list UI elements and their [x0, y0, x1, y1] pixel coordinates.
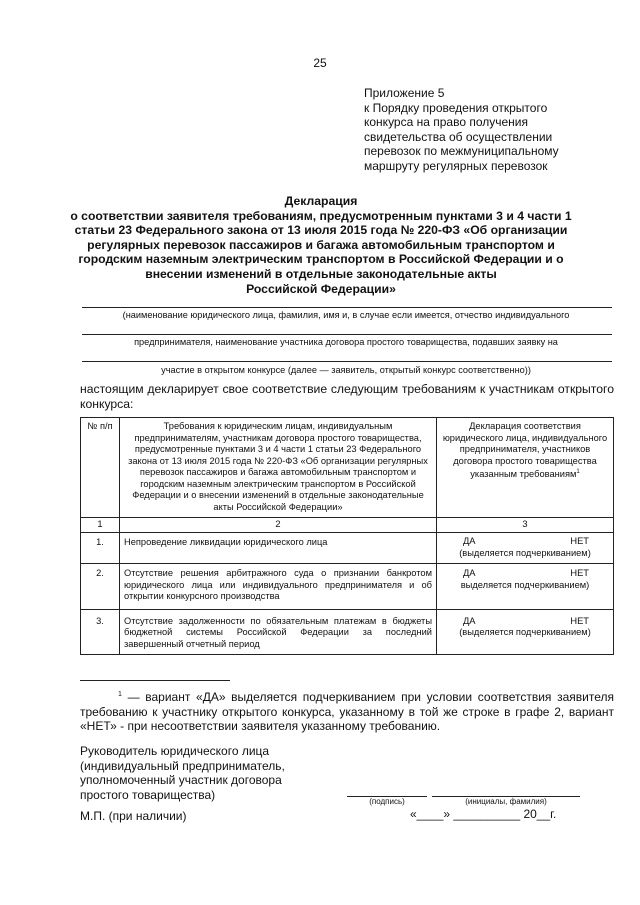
row-number: 1. [81, 533, 120, 564]
signer-line: простого товарищества) [80, 787, 216, 802]
field-caption: предпринимателя, наименование участника договора простого товарищества, подавших заявку на [134, 337, 558, 347]
appendix-line: маршруту регулярных перевозок [364, 158, 548, 173]
signer-line: (индивидуальный предприниматель, [80, 758, 285, 773]
row-note: (выделяется подчеркиванием) [459, 627, 591, 637]
declaration-subtitle-line: статьи 23 Федерального закона от 13 июля 2015 года № 220-ФЗ «Об организации [74, 223, 568, 238]
field-caption: участие в открытом конкурсе (далее — заявитель, открытый конкурс соответственно)) [161, 365, 531, 375]
row-number: 2. [81, 564, 120, 610]
fill-line [82, 361, 612, 362]
declare-statement: настоящим декларирует свое соответствие следующим требованиям к участникам открытого конкурса: [80, 382, 614, 411]
appendix-line: перевозок по межмуниципальному [364, 144, 559, 158]
row-number: 3. [81, 609, 120, 655]
fill-line [82, 334, 612, 335]
appendix-line: конкурса на право получения [364, 115, 529, 129]
field-caption: (наименование юридического лица, фамилия, имя и, в случае если имеется, отчество индивидуального [122, 310, 570, 320]
initials-caption: (инициалы, фамилия) [465, 797, 547, 806]
row-declaration [437, 533, 614, 564]
declaration-subtitle-line: городским наземным электрическим транспортом в Российской Федерации и о [78, 252, 564, 267]
footnote-marker: 1 [118, 691, 122, 698]
column-number: 2 [120, 518, 437, 533]
page-number: 25 [313, 56, 327, 70]
date-field: «____» __________ 20__г. [410, 807, 557, 821]
header-declaration [437, 418, 614, 518]
row-note: (выделяется подчеркиванием) [459, 547, 591, 558]
row-requirement: Отсутствие решения арбитражного суда о признании банкротом юридического лица или индивидуального предпринимателя и об открытии конкурсного производства [120, 564, 437, 610]
appendix-title: Приложение 5 [364, 86, 445, 100]
footnote-mark: 1 [576, 469, 580, 475]
declaration-subtitle-line: регулярных перевозок пассажиров и багажа автомобильным транспортом и [87, 237, 555, 252]
column-number: 1 [81, 518, 120, 533]
footnote-separator [80, 680, 230, 681]
yes-option: ДА [463, 568, 476, 578]
declaration-subtitle-line: Российской Федерации» [246, 281, 396, 296]
no-option: НЕТ [570, 536, 589, 546]
declaration-subtitle-line: о соответствии заявителя требованиям, предусмотренным пунктами 3 и 4 части 1 [70, 208, 572, 223]
no-option: НЕТ [570, 568, 589, 578]
row-requirement: Непроведение ликвидации юридического лица [120, 533, 437, 564]
table-header-row [81, 418, 614, 518]
declaration-title: Декларация [284, 194, 358, 208]
signer-block [80, 744, 340, 802]
signer-line: уполномоченный участник договора [80, 773, 282, 787]
header-num: № п/п [81, 418, 120, 518]
appendix-line: свидетельства об осуществлении [364, 129, 553, 144]
yes-option: ДА [463, 615, 476, 626]
footnote-text: — вариант «ДА» выделяется подчеркиванием при условии соответствия заявителя требованию к участнику открытого конкурса, указанному в той же строке в графе 2, вариант «НЕТ» - при несоответствии заявителя указанному требованию. [80, 690, 614, 733]
row-declaration [437, 564, 614, 610]
requirements-table [80, 417, 614, 655]
column-number-row [81, 518, 614, 533]
fill-line [82, 307, 612, 308]
stamp-label: М.П. (при наличии) [80, 809, 187, 823]
signer-line: Руководитель юридического лица [80, 744, 270, 758]
appendix-block [364, 86, 624, 173]
declaration-subtitle-line: внесении изменений в отдельные законодательные акты [145, 266, 497, 281]
header-declaration-text: Декларация соответствия юридического лица, индивидуального предпринимателя, участников договора простого товарищества указанным требованиям [442, 421, 608, 480]
row-requirement: Отсутствие задолженности по обязательным платежам в бюджеты бюджетной системы Российской Федерации за последний завершенный отчетный период [120, 609, 437, 655]
row-note: выделяется подчеркиванием) [460, 579, 590, 590]
no-option: НЕТ [570, 615, 589, 626]
header-requirements: Требования к юридическим лицам, индивидуальным предпринимателям, участникам договора простого товарищества, предусмотренные пунктами 3 и 4 части 1 статьи 23 Федерального закона от 13 июля 2015 года № 220-ФЗ «Об организации регулярных перевозок пассажиров и багажа автомобильным транспортом и городским наземным электрическим транспортом в Российской Федерации и о внесении изменений в отдельные законодательные акты Российской Федерации» [120, 418, 437, 518]
table-row [81, 564, 614, 610]
footnote [80, 688, 614, 734]
row-declaration [437, 609, 614, 655]
appendix-line: к Порядку проведения открытого [364, 100, 548, 115]
signature-caption: (подпись) [369, 797, 405, 806]
table-row [81, 533, 614, 564]
column-number: 3 [437, 518, 614, 533]
declaration-title-block [70, 194, 572, 296]
yes-option: ДА [463, 536, 476, 546]
table-row [81, 609, 614, 655]
